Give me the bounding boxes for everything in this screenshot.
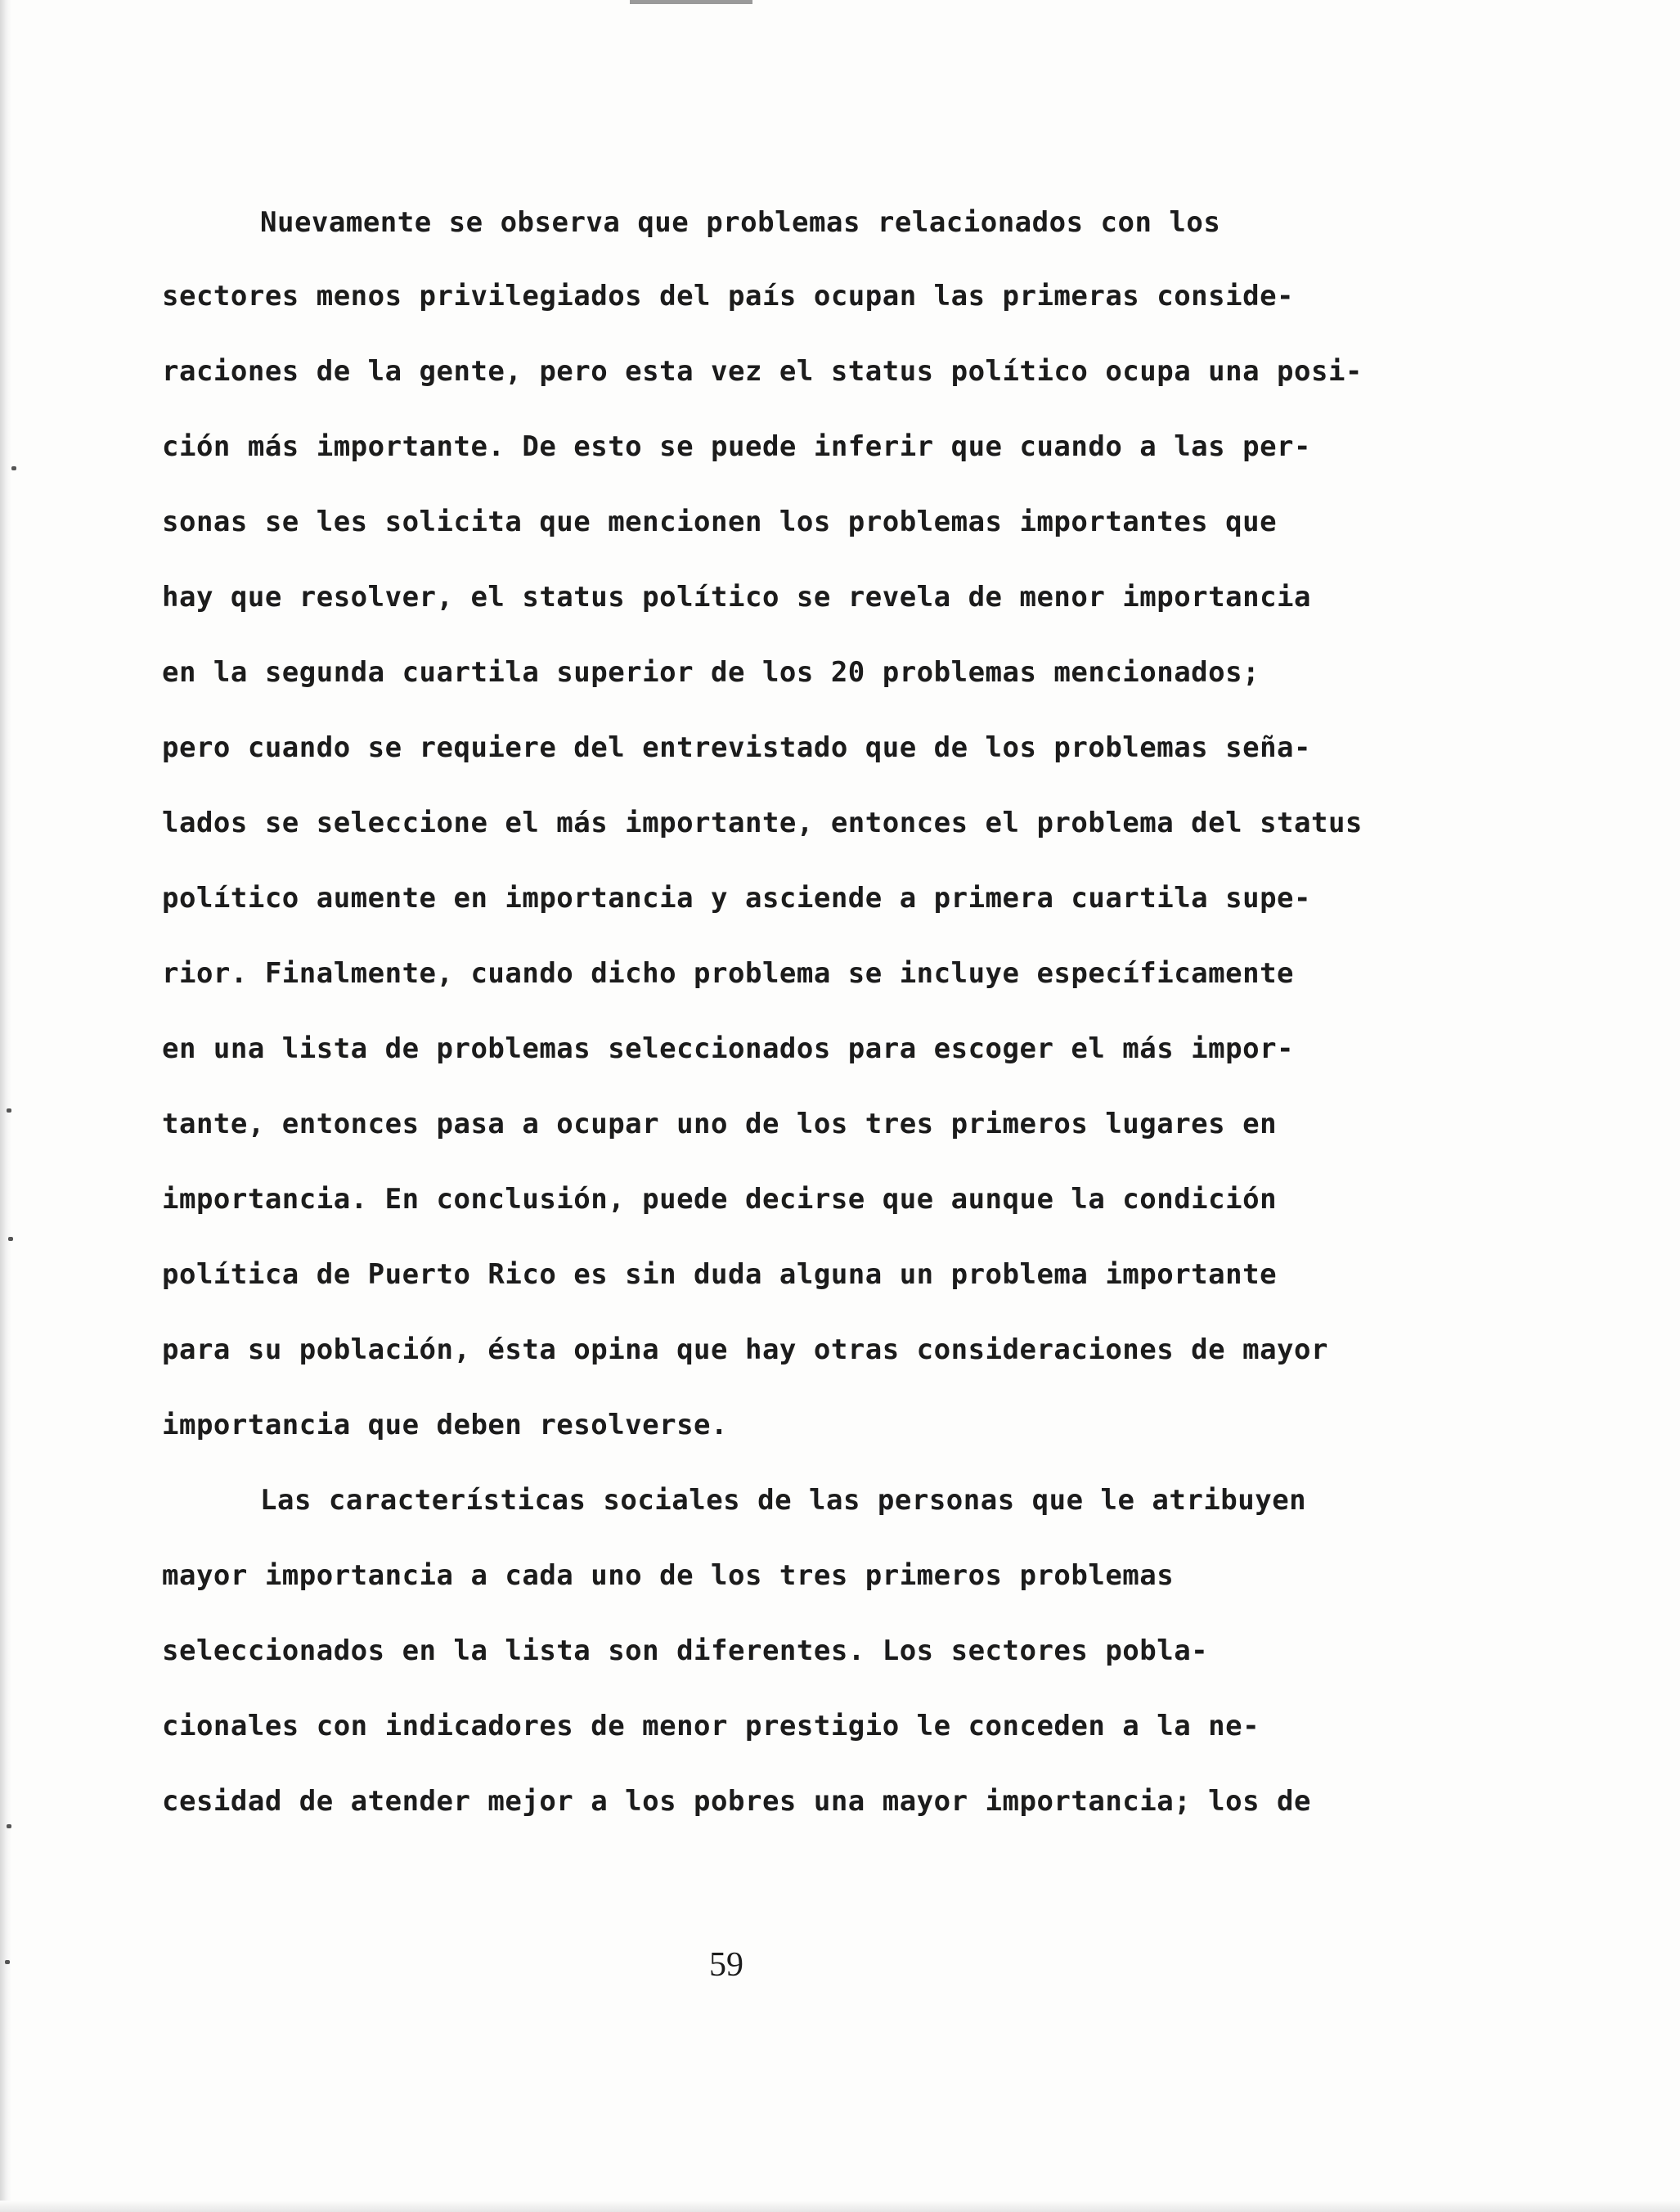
- text-line: raciones de la gente, pero esta vez el status político ocupa una posi-: [162, 355, 1363, 388]
- text-line: cesidad de atender mejor a los pobres una mayor importancia; los de: [162, 1785, 1311, 1818]
- scan-speck: [5, 1960, 10, 1964]
- text-line: tante, entonces pasa a ocupar uno de los tres primeros lugares en: [162, 1108, 1278, 1140]
- text-line: importancia que deben resolverse.: [162, 1409, 729, 1441]
- top-edge-mark: [630, 0, 752, 4]
- text-line: en una lista de problemas seleccionados para escoger el más impor-: [162, 1032, 1295, 1065]
- scan-speck: [7, 1108, 11, 1113]
- text-line: sonas se les solicita que mencionen los problemas importantes que: [162, 506, 1278, 538]
- text-line: para su población, ésta opina que hay otras consideraciones de mayor: [162, 1333, 1328, 1366]
- text-line: Las características sociales de las personas que le atribuyen: [260, 1484, 1307, 1517]
- scan-speck: [11, 466, 16, 470]
- page-bottom-edge-shadow: [0, 2201, 1680, 2212]
- text-line: rior. Finalmente, cuando dicho problema se incluye específicamente: [162, 957, 1295, 990]
- scan-speck: [7, 1824, 11, 1828]
- text-line: pero cuando se requiere del entrevistado que de los problemas seña-: [162, 731, 1311, 764]
- text-line: sectores menos privilegiados del país ocupan las primeras conside-: [162, 280, 1295, 312]
- text-line: político aumente en importancia y asciende a primera cuartila supe-: [162, 882, 1311, 915]
- page-left-edge-shadow: [0, 0, 11, 2212]
- text-line: seleccionados en la lista son diferentes. Los sectores pobla-: [162, 1634, 1209, 1667]
- text-line: mayor importancia a cada uno de los tres primeros problemas: [162, 1559, 1175, 1592]
- text-line: en la segunda cuartila superior de los 20 problemas mencionados;: [162, 656, 1260, 689]
- scan-speck: [8, 1237, 13, 1241]
- text-line: política de Puerto Rico es sin duda alguna un problema importante: [162, 1258, 1278, 1291]
- text-line: hay que resolver, el status político se revela de menor importancia: [162, 581, 1311, 614]
- text-line: cionales con indicadores de menor prestigio le conceden a la ne-: [162, 1710, 1260, 1742]
- text-line: Nuevamente se observa que problemas relacionados con los: [260, 206, 1221, 239]
- page-number: 59: [709, 1946, 743, 1984]
- text-line: lados se seleccione el más importante, entonces el problema del status: [162, 807, 1363, 839]
- text-line: importancia. En conclusión, puede decirse que aunque la condición: [162, 1183, 1278, 1216]
- text-line: ción más importante. De esto se puede inferir que cuando a las per-: [162, 430, 1311, 463]
